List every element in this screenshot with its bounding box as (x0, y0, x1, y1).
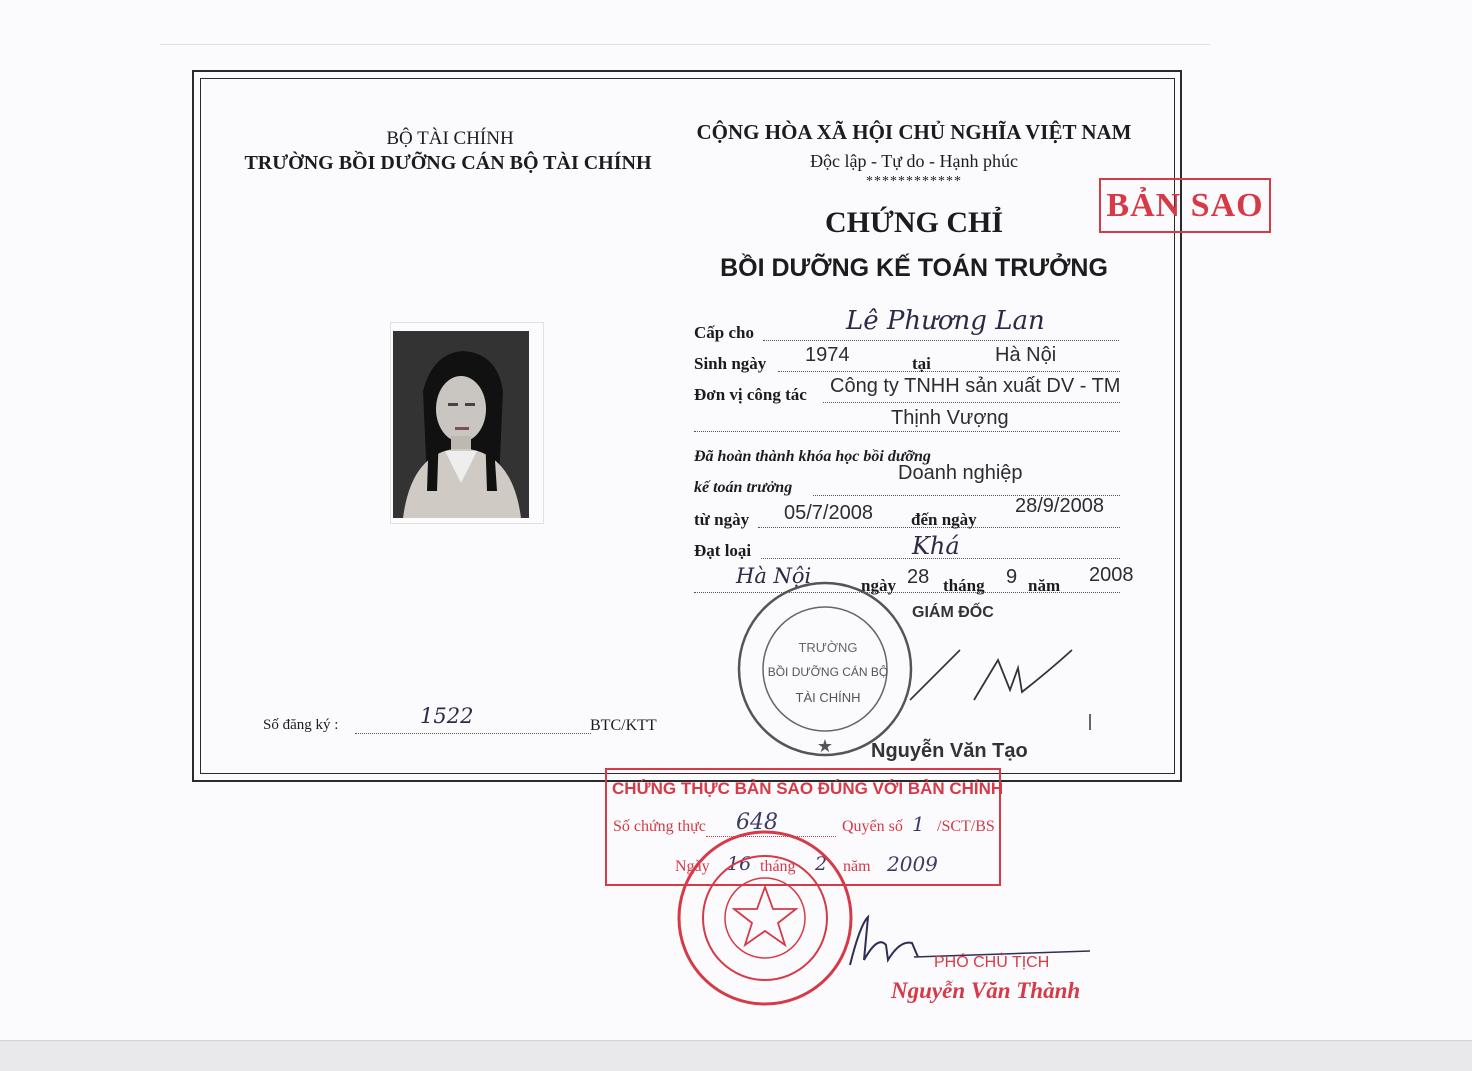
copy-stamp: BẢN SAO (1099, 178, 1271, 233)
portrait-image (393, 331, 529, 518)
registration-dots (355, 733, 591, 734)
ministry-name: BỘ TÀI CHÍNH (386, 128, 514, 149)
course-value: Doanh nghiệp (898, 462, 1023, 484)
certification-book-number: 1 (912, 812, 925, 836)
portrait-photo (393, 331, 529, 518)
grade-value: Khá (912, 532, 960, 560)
issue-year-label: năm (1028, 576, 1061, 595)
issue-month: 9 (1006, 566, 1018, 588)
officer-title: PHÓ CHỦ TỊCH (934, 954, 1050, 971)
motto-stars: ************ (866, 174, 962, 189)
issued-to-value: Lê Phương Lan (846, 306, 1045, 336)
seal-text-middle: BỒI DƯỠNG CÁN BỘ (767, 665, 889, 679)
issue-day-label: ngày (861, 576, 896, 595)
national-motto: Độc lập - Tự do - Hạnh phúc (810, 151, 1018, 171)
course-label-line2: kế toán trưởng (694, 479, 793, 496)
certification-heading: CHỨNG THỰC BẢN SAO ĐÚNG VỚI BẢN CHÍNH (612, 779, 1004, 798)
director-name: Nguyễn Văn Tạo (871, 740, 1028, 762)
certification-year: 2009 (887, 852, 938, 876)
certification-day: 16 (727, 853, 752, 875)
from-date-value: 05/7/2008 (784, 502, 873, 524)
dob-value: 1974 (805, 344, 850, 366)
dob-dots (778, 371, 1120, 372)
certification-number: 648 (736, 810, 778, 835)
certification-year-label: năm (843, 858, 871, 875)
issue-month-label: tháng (943, 576, 985, 595)
unit-dots-line2 (694, 431, 1120, 432)
certificate-title: CHỨNG CHỈ (824, 206, 1004, 239)
seal-text-top: TRƯỜNG (798, 640, 858, 655)
page-bottom-edge (0, 1040, 1472, 1071)
issue-year: 2008 (1089, 564, 1134, 586)
issue-day: 28 (907, 566, 930, 588)
certification-day-label: Ngày (675, 858, 710, 875)
certification-book-suffix: /SCT/BS (937, 818, 995, 835)
certification-number-label: Số chứng thực (613, 818, 706, 835)
dob-label: Sinh ngày (694, 354, 767, 373)
seal-text-bottom: TÀI CHÍNH (795, 690, 861, 705)
director-title: GIÁM ĐỐC (912, 604, 994, 621)
place-value: Hà Nội (995, 344, 1057, 366)
issued-to-label: Cấp cho (694, 323, 754, 342)
registration-suffix: BTC/KTT (590, 717, 657, 734)
certificate-subtitle: BỒI DƯỠNG KẾ TOÁN TRƯỞNG (720, 254, 1108, 282)
place-label: tại (912, 354, 931, 373)
director-signature (900, 630, 1100, 740)
unit-value-line2: Thịnh Vượng (891, 407, 1009, 429)
unit-value-line1: Công ty TNHH sản xuất DV - TM (830, 375, 1121, 397)
to-date-label: đến ngày (911, 510, 977, 529)
republic-name: CỘNG HÒA XÃ HỘI CHỦ NGHĨA VIỆT NAM (696, 120, 1132, 144)
certification-book-label: Quyển số (842, 818, 903, 835)
registration-number: 1522 (420, 704, 474, 728)
scan-line (160, 44, 1210, 45)
unit-label: Đơn vị công tác (694, 385, 807, 404)
grade-label: Đạt loại (694, 541, 752, 560)
officer-name: Nguyễn Văn Thành (891, 978, 1081, 1003)
certification-month: 2 (815, 853, 828, 875)
issued-to-dots (763, 340, 1119, 341)
certification-month-label: tháng (760, 858, 796, 875)
school-name: TRƯỜNG BỒI DƯỠNG CÁN BỘ TÀI CHÍNH (244, 152, 652, 174)
from-date-label: từ ngày (694, 510, 750, 529)
unit-dots (823, 402, 1120, 403)
registration-label: Số đăng ký : (263, 717, 339, 733)
svg-text:★: ★ (816, 736, 834, 757)
course-label-line1: Đã hoàn thành khóa học bồi dưỡng (694, 448, 931, 465)
to-date-value: 28/9/2008 (1015, 495, 1104, 517)
issue-place: Hà Nội (736, 564, 812, 588)
